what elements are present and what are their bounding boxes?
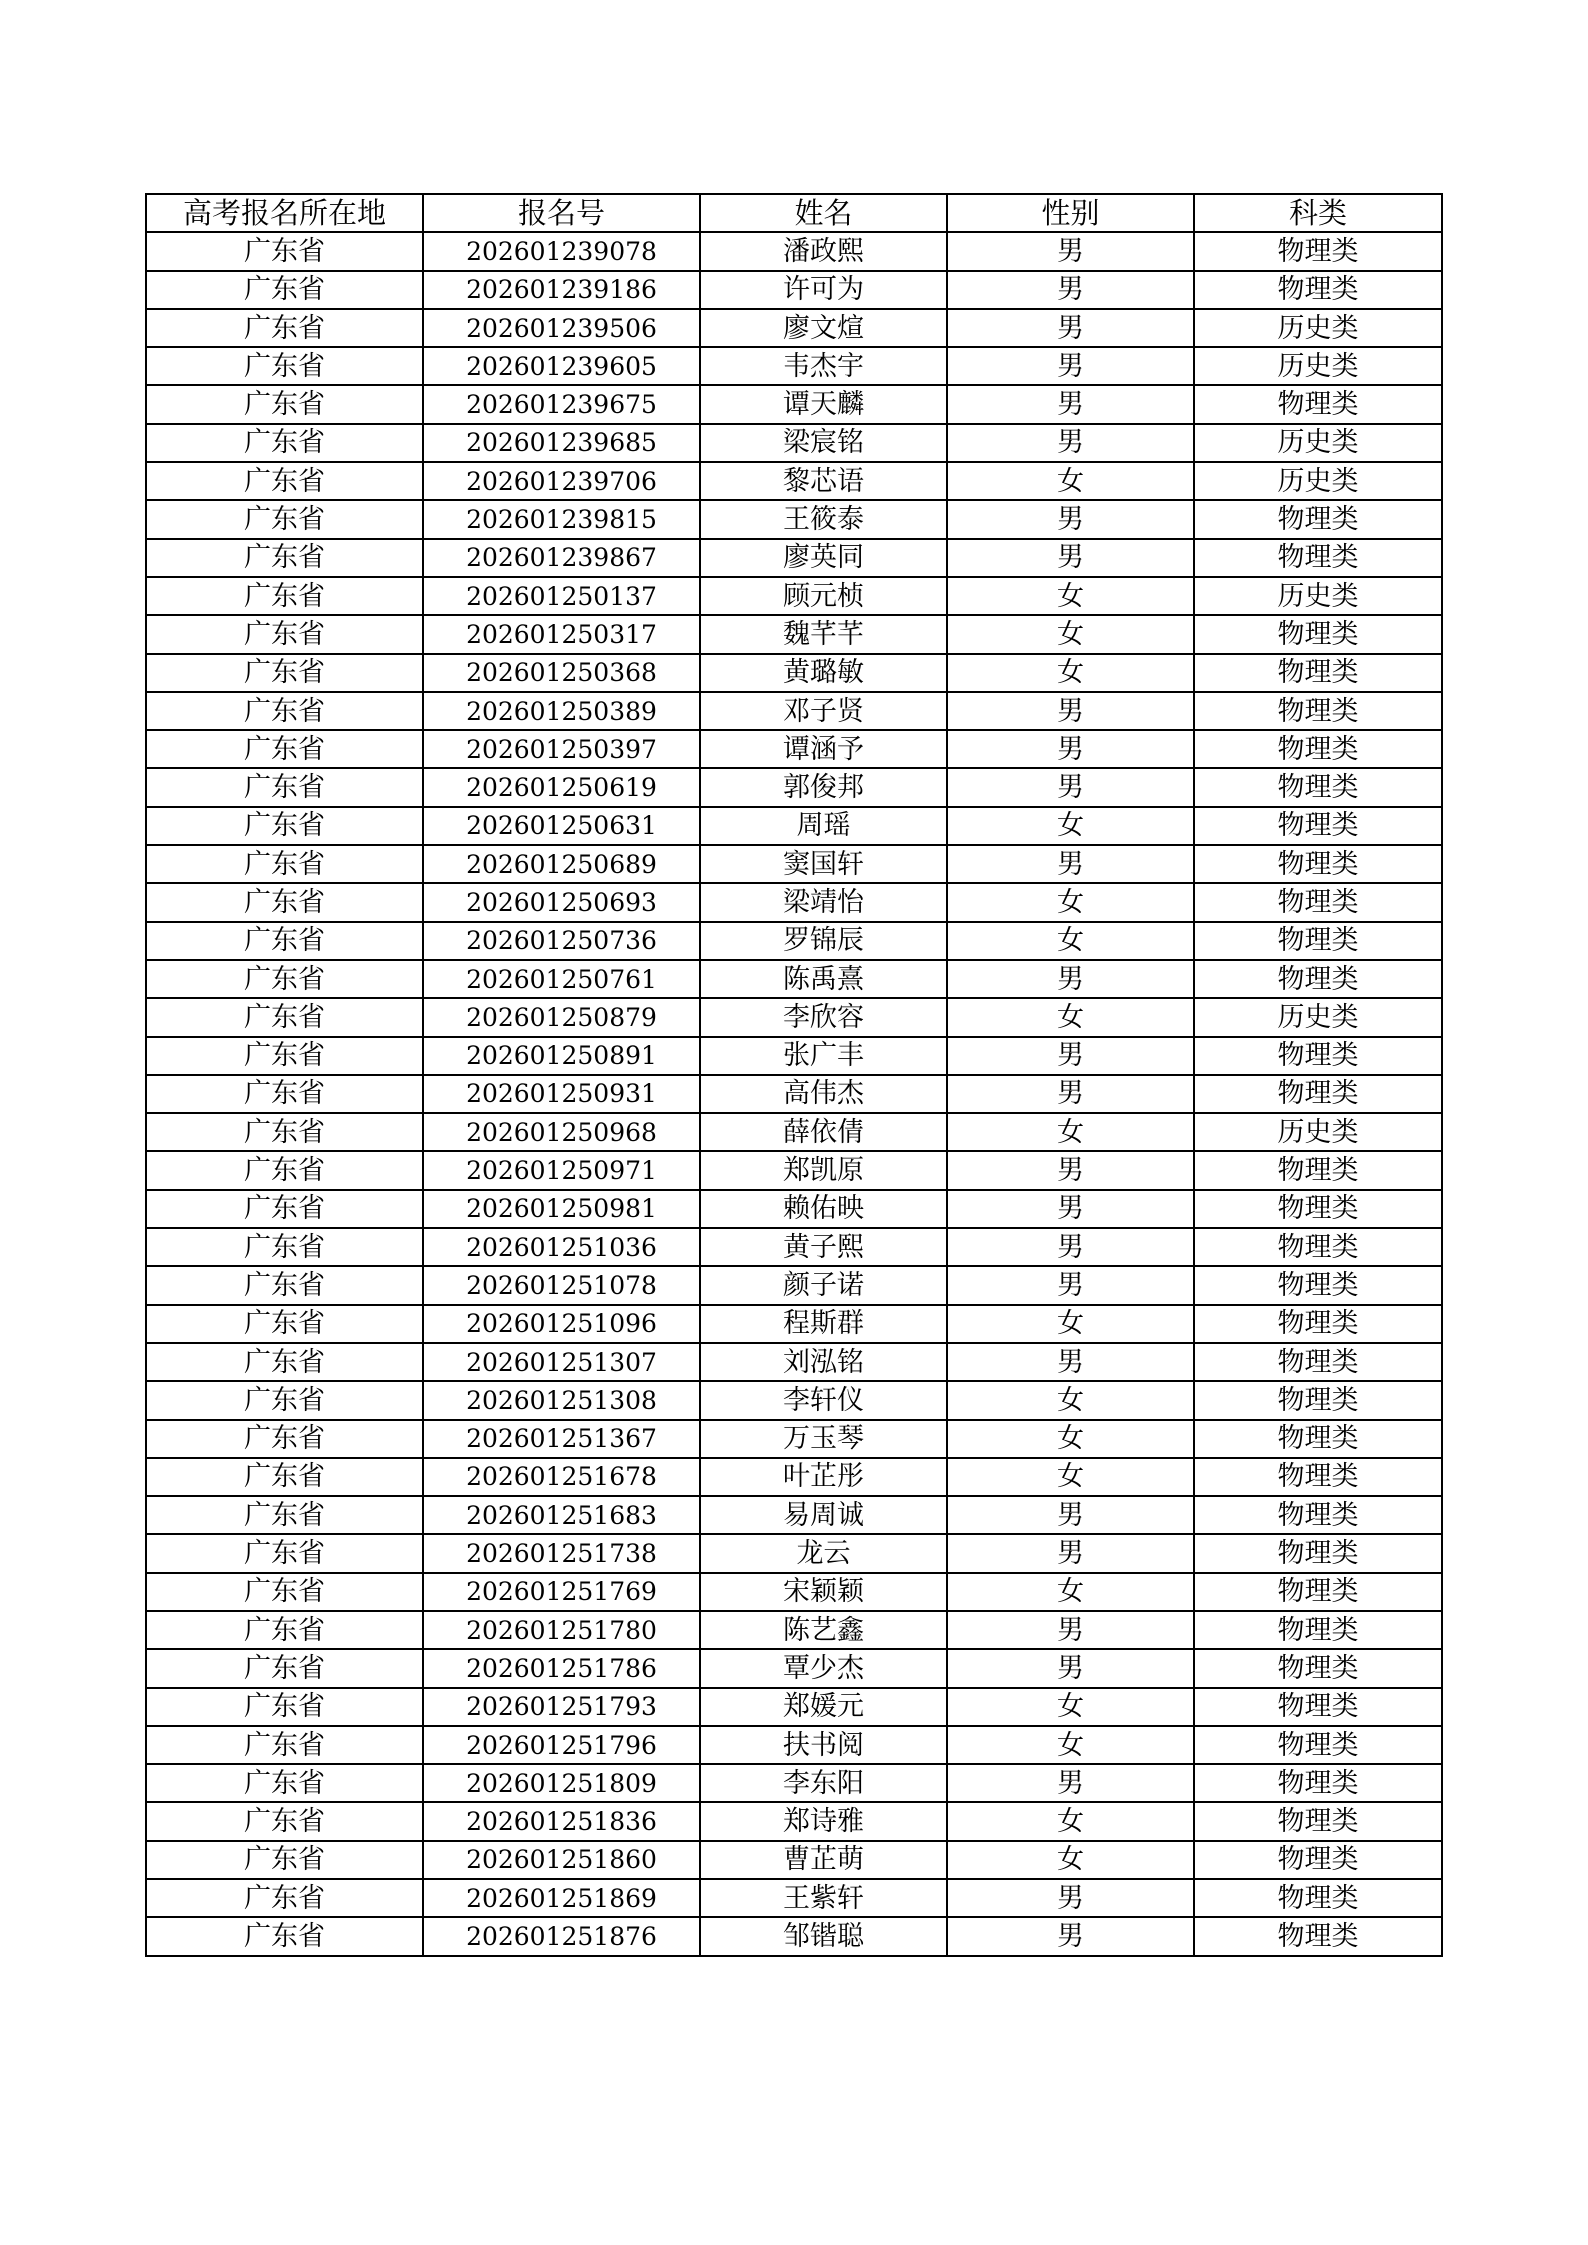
cell-subject-category: 物理类 bbox=[1194, 1305, 1442, 1343]
header-name: 姓名 bbox=[700, 194, 947, 232]
cell-name: 扶书阅 bbox=[700, 1726, 947, 1764]
cell-registration-location: 广东省 bbox=[146, 577, 423, 615]
table-row bbox=[146, 1151, 1442, 1189]
header-row bbox=[146, 194, 1442, 232]
table-row bbox=[146, 845, 1442, 883]
cell-name: 黄子熙 bbox=[700, 1228, 947, 1266]
cell-gender: 男 bbox=[947, 1190, 1194, 1228]
cell-gender: 男 bbox=[947, 1534, 1194, 1572]
cell-registration-number: 202601251796 bbox=[423, 1726, 700, 1764]
table-row bbox=[146, 1573, 1442, 1611]
cell-gender: 女 bbox=[947, 654, 1194, 692]
cell-registration-location: 广东省 bbox=[146, 1917, 423, 1955]
cell-registration-number: 202601250397 bbox=[423, 730, 700, 768]
admission-roster-table bbox=[145, 193, 1443, 1957]
cell-registration-location: 广东省 bbox=[146, 1726, 423, 1764]
cell-registration-number: 202601250631 bbox=[423, 807, 700, 845]
cell-gender: 女 bbox=[947, 1113, 1194, 1151]
table-row bbox=[146, 883, 1442, 921]
cell-registration-location: 广东省 bbox=[146, 1496, 423, 1534]
cell-name: 黄璐敏 bbox=[700, 654, 947, 692]
cell-subject-category: 物理类 bbox=[1194, 232, 1442, 270]
cell-gender: 女 bbox=[947, 807, 1194, 845]
cell-subject-category: 物理类 bbox=[1194, 1343, 1442, 1381]
cell-gender: 女 bbox=[947, 1802, 1194, 1840]
cell-gender: 男 bbox=[947, 1037, 1194, 1075]
cell-gender: 女 bbox=[947, 1381, 1194, 1419]
table-row bbox=[146, 1458, 1442, 1496]
cell-gender: 男 bbox=[947, 271, 1194, 309]
cell-gender: 男 bbox=[947, 232, 1194, 270]
cell-registration-number: 202601239815 bbox=[423, 500, 700, 538]
cell-gender: 男 bbox=[947, 385, 1194, 423]
cell-registration-number: 202601250693 bbox=[423, 883, 700, 921]
cell-gender: 女 bbox=[947, 883, 1194, 921]
cell-name: 宋颖颖 bbox=[700, 1573, 947, 1611]
table-row bbox=[146, 768, 1442, 806]
cell-registration-number: 202601251780 bbox=[423, 1611, 700, 1649]
cell-registration-number: 202601250931 bbox=[423, 1075, 700, 1113]
cell-registration-location: 广东省 bbox=[146, 462, 423, 500]
table-body bbox=[146, 232, 1442, 1955]
cell-subject-category: 物理类 bbox=[1194, 1726, 1442, 1764]
table-row bbox=[146, 385, 1442, 423]
cell-registration-number: 202601251769 bbox=[423, 1573, 700, 1611]
table-row bbox=[146, 1496, 1442, 1534]
cell-name: 陈禹熹 bbox=[700, 960, 947, 998]
cell-name: 叶芷彤 bbox=[700, 1458, 947, 1496]
cell-registration-location: 广东省 bbox=[146, 960, 423, 998]
cell-name: 罗锦辰 bbox=[700, 922, 947, 960]
cell-registration-number: 202601251869 bbox=[423, 1879, 700, 1917]
cell-registration-number: 202601251036 bbox=[423, 1228, 700, 1266]
cell-subject-category: 物理类 bbox=[1194, 1381, 1442, 1419]
cell-gender: 女 bbox=[947, 998, 1194, 1036]
cell-name: 高伟杰 bbox=[700, 1075, 947, 1113]
cell-name: 王紫轩 bbox=[700, 1879, 947, 1917]
cell-gender: 女 bbox=[947, 1688, 1194, 1726]
table-row bbox=[146, 347, 1442, 385]
cell-subject-category: 物理类 bbox=[1194, 654, 1442, 692]
cell-subject-category: 物理类 bbox=[1194, 960, 1442, 998]
cell-subject-category: 物理类 bbox=[1194, 1151, 1442, 1189]
cell-registration-location: 广东省 bbox=[146, 271, 423, 309]
cell-name: 易周诚 bbox=[700, 1496, 947, 1534]
cell-registration-location: 广东省 bbox=[146, 845, 423, 883]
cell-gender: 男 bbox=[947, 424, 1194, 462]
cell-subject-category: 物理类 bbox=[1194, 1573, 1442, 1611]
cell-registration-location: 广东省 bbox=[146, 1190, 423, 1228]
cell-name: 颜子诺 bbox=[700, 1266, 947, 1304]
cell-registration-number: 202601250968 bbox=[423, 1113, 700, 1151]
cell-registration-location: 广东省 bbox=[146, 347, 423, 385]
cell-registration-location: 广东省 bbox=[146, 1841, 423, 1879]
cell-registration-location: 广东省 bbox=[146, 654, 423, 692]
cell-registration-number: 202601239685 bbox=[423, 424, 700, 462]
cell-gender: 女 bbox=[947, 615, 1194, 653]
table-row bbox=[146, 1726, 1442, 1764]
cell-subject-category: 物理类 bbox=[1194, 1228, 1442, 1266]
table-row bbox=[146, 1305, 1442, 1343]
table-row bbox=[146, 1802, 1442, 1840]
cell-gender: 男 bbox=[947, 1649, 1194, 1687]
cell-gender: 男 bbox=[947, 539, 1194, 577]
cell-subject-category: 物理类 bbox=[1194, 807, 1442, 845]
cell-gender: 男 bbox=[947, 960, 1194, 998]
cell-registration-number: 202601250971 bbox=[423, 1151, 700, 1189]
cell-subject-category: 物理类 bbox=[1194, 1879, 1442, 1917]
cell-registration-number: 202601251786 bbox=[423, 1649, 700, 1687]
cell-registration-location: 广东省 bbox=[146, 1381, 423, 1419]
table-row bbox=[146, 1841, 1442, 1879]
cell-name: 韦杰宇 bbox=[700, 347, 947, 385]
table-row bbox=[146, 1228, 1442, 1266]
cell-gender: 男 bbox=[947, 1879, 1194, 1917]
cell-registration-location: 广东省 bbox=[146, 309, 423, 347]
table-row bbox=[146, 1534, 1442, 1572]
cell-registration-number: 202601251078 bbox=[423, 1266, 700, 1304]
cell-registration-number: 202601250981 bbox=[423, 1190, 700, 1228]
cell-gender: 男 bbox=[947, 1266, 1194, 1304]
cell-subject-category: 物理类 bbox=[1194, 1266, 1442, 1304]
cell-name: 廖文煊 bbox=[700, 309, 947, 347]
cell-subject-category: 历史类 bbox=[1194, 347, 1442, 385]
cell-name: 梁靖怡 bbox=[700, 883, 947, 921]
cell-subject-category: 物理类 bbox=[1194, 1496, 1442, 1534]
cell-registration-location: 广东省 bbox=[146, 1037, 423, 1075]
cell-registration-number: 202601251876 bbox=[423, 1917, 700, 1955]
cell-subject-category: 物理类 bbox=[1194, 271, 1442, 309]
cell-gender: 女 bbox=[947, 577, 1194, 615]
cell-gender: 女 bbox=[947, 1726, 1194, 1764]
cell-registration-location: 广东省 bbox=[146, 883, 423, 921]
table-row bbox=[146, 500, 1442, 538]
table-row bbox=[146, 1879, 1442, 1917]
cell-subject-category: 物理类 bbox=[1194, 883, 1442, 921]
table-row bbox=[146, 1037, 1442, 1075]
cell-registration-location: 广东省 bbox=[146, 1611, 423, 1649]
table-row bbox=[146, 462, 1442, 500]
cell-subject-category: 物理类 bbox=[1194, 1649, 1442, 1687]
table-header bbox=[146, 194, 1442, 232]
cell-registration-location: 广东省 bbox=[146, 385, 423, 423]
cell-name: 梁宸铭 bbox=[700, 424, 947, 462]
table-row bbox=[146, 1917, 1442, 1955]
cell-name: 李欣容 bbox=[700, 998, 947, 1036]
cell-registration-number: 202601251307 bbox=[423, 1343, 700, 1381]
cell-gender: 女 bbox=[947, 1573, 1194, 1611]
cell-registration-number: 202601239605 bbox=[423, 347, 700, 385]
cell-registration-location: 广东省 bbox=[146, 768, 423, 806]
cell-subject-category: 历史类 bbox=[1194, 998, 1442, 1036]
cell-registration-location: 广东省 bbox=[146, 1458, 423, 1496]
cell-gender: 男 bbox=[947, 309, 1194, 347]
cell-registration-location: 广东省 bbox=[146, 807, 423, 845]
table-row bbox=[146, 1190, 1442, 1228]
cell-gender: 女 bbox=[947, 1305, 1194, 1343]
cell-gender: 女 bbox=[947, 462, 1194, 500]
cell-gender: 女 bbox=[947, 1420, 1194, 1458]
cell-registration-number: 202601239675 bbox=[423, 385, 700, 423]
cell-registration-number: 202601239186 bbox=[423, 271, 700, 309]
cell-name: 谭天麟 bbox=[700, 385, 947, 423]
cell-registration-number: 202601239867 bbox=[423, 539, 700, 577]
cell-name: 薛依倩 bbox=[700, 1113, 947, 1151]
cell-registration-number: 202601251683 bbox=[423, 1496, 700, 1534]
cell-subject-category: 历史类 bbox=[1194, 309, 1442, 347]
table-row bbox=[146, 1611, 1442, 1649]
header-gender: 性别 bbox=[947, 194, 1194, 232]
cell-registration-location: 广东省 bbox=[146, 1573, 423, 1611]
cell-registration-number: 202601251308 bbox=[423, 1381, 700, 1419]
table-row bbox=[146, 424, 1442, 462]
cell-registration-number: 202601250689 bbox=[423, 845, 700, 883]
cell-name: 程斯群 bbox=[700, 1305, 947, 1343]
cell-registration-location: 广东省 bbox=[146, 1113, 423, 1151]
table-row bbox=[146, 807, 1442, 845]
table-row bbox=[146, 1381, 1442, 1419]
table-row bbox=[146, 232, 1442, 270]
cell-registration-number: 202601250317 bbox=[423, 615, 700, 653]
cell-registration-location: 广东省 bbox=[146, 1879, 423, 1917]
cell-subject-category: 物理类 bbox=[1194, 1075, 1442, 1113]
cell-subject-category: 物理类 bbox=[1194, 1764, 1442, 1802]
cell-subject-category: 物理类 bbox=[1194, 922, 1442, 960]
cell-gender: 男 bbox=[947, 500, 1194, 538]
cell-name: 覃少杰 bbox=[700, 1649, 947, 1687]
cell-gender: 男 bbox=[947, 347, 1194, 385]
cell-registration-location: 广东省 bbox=[146, 1075, 423, 1113]
table-row bbox=[146, 1113, 1442, 1151]
cell-registration-number: 202601251096 bbox=[423, 1305, 700, 1343]
cell-subject-category: 物理类 bbox=[1194, 500, 1442, 538]
cell-name: 潘政熙 bbox=[700, 232, 947, 270]
cell-registration-location: 广东省 bbox=[146, 1688, 423, 1726]
cell-subject-category: 物理类 bbox=[1194, 768, 1442, 806]
cell-name: 李东阳 bbox=[700, 1764, 947, 1802]
cell-name: 刘泓铭 bbox=[700, 1343, 947, 1381]
table-row bbox=[146, 922, 1442, 960]
table-row bbox=[146, 998, 1442, 1036]
cell-subject-category: 物理类 bbox=[1194, 539, 1442, 577]
cell-registration-location: 广东省 bbox=[146, 232, 423, 270]
cell-registration-number: 202601239078 bbox=[423, 232, 700, 270]
cell-subject-category: 物理类 bbox=[1194, 1037, 1442, 1075]
cell-subject-category: 历史类 bbox=[1194, 577, 1442, 615]
cell-name: 郑媛元 bbox=[700, 1688, 947, 1726]
cell-registration-number: 202601239706 bbox=[423, 462, 700, 500]
table-row bbox=[146, 692, 1442, 730]
cell-name: 顾元桢 bbox=[700, 577, 947, 615]
cell-name: 龙云 bbox=[700, 1534, 947, 1572]
cell-gender: 女 bbox=[947, 922, 1194, 960]
cell-name: 周瑶 bbox=[700, 807, 947, 845]
cell-name: 许可为 bbox=[700, 271, 947, 309]
cell-registration-location: 广东省 bbox=[146, 1534, 423, 1572]
cell-registration-location: 广东省 bbox=[146, 615, 423, 653]
cell-name: 李轩仪 bbox=[700, 1381, 947, 1419]
cell-name: 张广丰 bbox=[700, 1037, 947, 1075]
cell-registration-location: 广东省 bbox=[146, 1228, 423, 1266]
header-registration-location: 高考报名所在地 bbox=[146, 194, 423, 232]
cell-subject-category: 物理类 bbox=[1194, 1458, 1442, 1496]
cell-name: 邓子贤 bbox=[700, 692, 947, 730]
cell-name: 黎芯语 bbox=[700, 462, 947, 500]
cell-gender: 男 bbox=[947, 1343, 1194, 1381]
table-row bbox=[146, 539, 1442, 577]
cell-registration-number: 202601251738 bbox=[423, 1534, 700, 1572]
table-row bbox=[146, 309, 1442, 347]
cell-name: 廖英同 bbox=[700, 539, 947, 577]
cell-registration-number: 202601251678 bbox=[423, 1458, 700, 1496]
cell-registration-location: 广东省 bbox=[146, 424, 423, 462]
cell-registration-location: 广东省 bbox=[146, 692, 423, 730]
cell-gender: 男 bbox=[947, 692, 1194, 730]
cell-subject-category: 物理类 bbox=[1194, 1917, 1442, 1955]
cell-subject-category: 物理类 bbox=[1194, 845, 1442, 883]
table-row bbox=[146, 730, 1442, 768]
cell-registration-location: 广东省 bbox=[146, 1343, 423, 1381]
cell-registration-number: 202601239506 bbox=[423, 309, 700, 347]
cell-subject-category: 历史类 bbox=[1194, 462, 1442, 500]
cell-name: 郑诗雅 bbox=[700, 1802, 947, 1840]
cell-gender: 女 bbox=[947, 1458, 1194, 1496]
cell-name: 郭俊邦 bbox=[700, 768, 947, 806]
table-row bbox=[146, 615, 1442, 653]
table-row bbox=[146, 1266, 1442, 1304]
cell-gender: 男 bbox=[947, 1764, 1194, 1802]
header-registration-number: 报名号 bbox=[423, 194, 700, 232]
cell-registration-location: 广东省 bbox=[146, 1649, 423, 1687]
cell-name: 窦国轩 bbox=[700, 845, 947, 883]
cell-name: 魏芊芊 bbox=[700, 615, 947, 653]
cell-name: 万玉琴 bbox=[700, 1420, 947, 1458]
cell-registration-location: 广东省 bbox=[146, 500, 423, 538]
cell-gender: 男 bbox=[947, 1228, 1194, 1266]
cell-subject-category: 物理类 bbox=[1194, 1534, 1442, 1572]
cell-registration-number: 202601251836 bbox=[423, 1802, 700, 1840]
cell-registration-number: 202601251860 bbox=[423, 1841, 700, 1879]
cell-gender: 男 bbox=[947, 768, 1194, 806]
table-row bbox=[146, 1343, 1442, 1381]
header-subject-category: 科类 bbox=[1194, 194, 1442, 232]
table-row bbox=[146, 1764, 1442, 1802]
cell-gender: 女 bbox=[947, 1841, 1194, 1879]
cell-registration-number: 202601250137 bbox=[423, 577, 700, 615]
cell-registration-location: 广东省 bbox=[146, 1764, 423, 1802]
cell-subject-category: 物理类 bbox=[1194, 1420, 1442, 1458]
cell-registration-number: 202601251809 bbox=[423, 1764, 700, 1802]
cell-subject-category: 物理类 bbox=[1194, 615, 1442, 653]
cell-gender: 男 bbox=[947, 1611, 1194, 1649]
table-row bbox=[146, 654, 1442, 692]
table-row bbox=[146, 1688, 1442, 1726]
cell-subject-category: 历史类 bbox=[1194, 424, 1442, 462]
cell-registration-location: 广东省 bbox=[146, 730, 423, 768]
cell-gender: 男 bbox=[947, 845, 1194, 883]
table-row bbox=[146, 271, 1442, 309]
cell-registration-number: 202601250891 bbox=[423, 1037, 700, 1075]
cell-name: 王筱泰 bbox=[700, 500, 947, 538]
cell-registration-number: 202601250389 bbox=[423, 692, 700, 730]
cell-registration-location: 广东省 bbox=[146, 1266, 423, 1304]
cell-registration-location: 广东省 bbox=[146, 1420, 423, 1458]
table-row bbox=[146, 1649, 1442, 1687]
cell-subject-category: 物理类 bbox=[1194, 1190, 1442, 1228]
cell-registration-location: 广东省 bbox=[146, 1151, 423, 1189]
cell-subject-category: 物理类 bbox=[1194, 1802, 1442, 1840]
cell-gender: 男 bbox=[947, 1917, 1194, 1955]
cell-subject-category: 历史类 bbox=[1194, 1113, 1442, 1151]
cell-registration-number: 202601251793 bbox=[423, 1688, 700, 1726]
cell-registration-number: 202601250761 bbox=[423, 960, 700, 998]
cell-registration-number: 202601250736 bbox=[423, 922, 700, 960]
cell-name: 邹锴聪 bbox=[700, 1917, 947, 1955]
table-row bbox=[146, 1075, 1442, 1113]
cell-name: 赖佑映 bbox=[700, 1190, 947, 1228]
cell-registration-number: 202601251367 bbox=[423, 1420, 700, 1458]
cell-gender: 男 bbox=[947, 1496, 1194, 1534]
cell-subject-category: 物理类 bbox=[1194, 692, 1442, 730]
cell-name: 曹芷萌 bbox=[700, 1841, 947, 1879]
cell-gender: 男 bbox=[947, 1075, 1194, 1113]
cell-registration-number: 202601250879 bbox=[423, 998, 700, 1036]
table-row bbox=[146, 1420, 1442, 1458]
cell-gender: 男 bbox=[947, 1151, 1194, 1189]
cell-subject-category: 物理类 bbox=[1194, 1841, 1442, 1879]
cell-name: 谭涵予 bbox=[700, 730, 947, 768]
cell-name: 郑凯原 bbox=[700, 1151, 947, 1189]
cell-subject-category: 物理类 bbox=[1194, 1688, 1442, 1726]
cell-subject-category: 物理类 bbox=[1194, 730, 1442, 768]
cell-registration-number: 202601250368 bbox=[423, 654, 700, 692]
cell-registration-location: 广东省 bbox=[146, 1305, 423, 1343]
table-row bbox=[146, 960, 1442, 998]
cell-name: 陈艺鑫 bbox=[700, 1611, 947, 1649]
cell-registration-location: 广东省 bbox=[146, 1802, 423, 1840]
cell-gender: 男 bbox=[947, 730, 1194, 768]
cell-subject-category: 物理类 bbox=[1194, 385, 1442, 423]
cell-registration-location: 广东省 bbox=[146, 539, 423, 577]
table-row bbox=[146, 577, 1442, 615]
cell-registration-location: 广东省 bbox=[146, 922, 423, 960]
cell-registration-location: 广东省 bbox=[146, 998, 423, 1036]
cell-subject-category: 物理类 bbox=[1194, 1611, 1442, 1649]
cell-registration-number: 202601250619 bbox=[423, 768, 700, 806]
